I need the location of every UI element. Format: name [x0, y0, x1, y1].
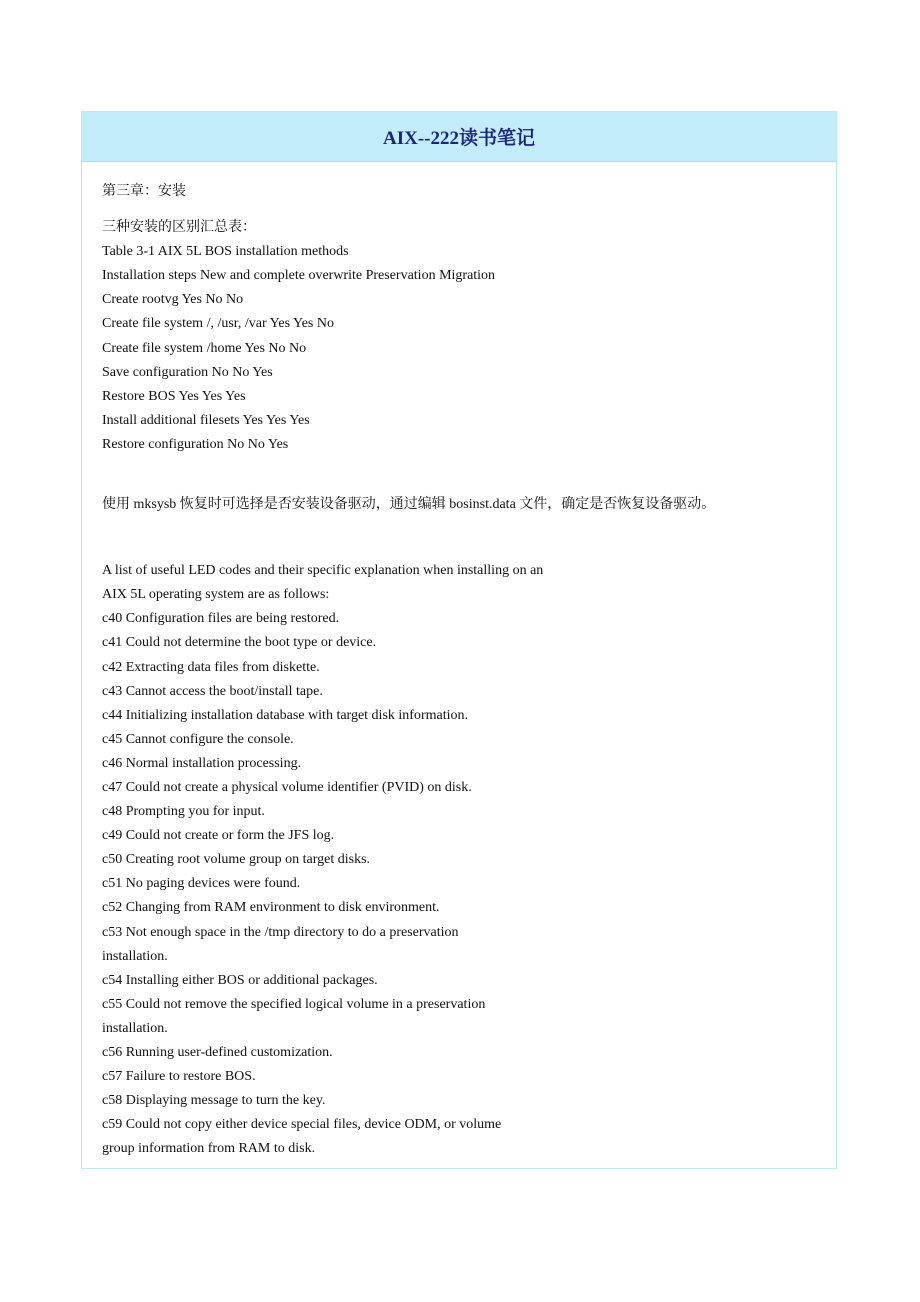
led-intro: [102, 559, 836, 607]
table-line: Installation steps New and complete overwrite Preservation Migration: [102, 268, 496, 284]
led-code-list: [102, 607, 836, 1161]
mksysb-note: 使用 mksysb 恢复时可选择是否安装设备驱动，通过编辑 bosinst.data 文件，确定是否恢复设备驱动。: [102, 497, 716, 513]
document-title: AIX--222读书笔记: [383, 128, 535, 149]
installation-table-text: [102, 240, 836, 457]
led-code-item: c44 Initializing installation database with target disk information.: [102, 707, 468, 723]
led-code-item: c46 Normal installation processing.: [102, 755, 302, 771]
table-line: Create file system /home Yes No No: [102, 340, 307, 356]
led-code-item: c51 No paging devices were found.: [102, 876, 301, 892]
led-code-item: c43 Cannot access the boot/install tape.: [102, 683, 323, 699]
table-line: Create file system /, /usr, /var Yes Yes No: [102, 316, 334, 332]
led-code-item: c47 Could not create a physical volume identifier (PVID) on disk.: [102, 779, 472, 795]
led-code-item: c57 Failure to restore BOS.: [102, 1069, 256, 1085]
led-code-item: c49 Could not create or form the JFS log.: [102, 828, 335, 844]
document-frame: [81, 111, 837, 1169]
led-intro-line: AIX 5L operating system are as follows:: [102, 587, 330, 603]
table-intro: 三种安装的区别汇总表：: [102, 220, 256, 236]
title-bar: [82, 112, 836, 162]
led-code-item: c54 Installing either BOS or additional packages.: [102, 972, 378, 988]
led-code-item: c40 Configuration files are being restored.: [102, 611, 340, 627]
led-code-item: c45 Cannot configure the console.: [102, 731, 294, 747]
led-code-item: c53 Not enough space in the /tmp directory to do a preservation: [102, 924, 459, 940]
led-code-item: c55 Could not remove the specified logical volume in a preservation: [102, 996, 486, 1012]
table-line: Table 3-1 AIX 5L BOS installation methods: [102, 244, 349, 260]
table-line: Create rootvg Yes No No: [102, 292, 244, 308]
led-code-item: installation.: [102, 948, 168, 964]
led-code-item: c50 Creating root volume group on target disks.: [102, 852, 371, 868]
led-code-item: c48 Prompting you for input.: [102, 804, 265, 820]
led-code-item: c59 Could not copy either device special files, device ODM, or volume: [102, 1117, 502, 1133]
table-line: Install additional filesets Yes Yes Yes: [102, 412, 310, 428]
led-code-item: c52 Changing from RAM environment to disk environment.: [102, 900, 440, 916]
led-code-item: c58 Displaying message to turn the key.: [102, 1093, 326, 1109]
led-code-item: c41 Could not determine the boot type or device.: [102, 635, 377, 651]
led-code-item: c56 Running user-defined customization.: [102, 1045, 333, 1060]
document-body: [82, 162, 836, 1161]
table-line: Save configuration No No Yes: [102, 364, 273, 380]
chapter-heading: 第三章：安装: [102, 184, 186, 199]
led-code-item: c42 Extracting data files from diskette.: [102, 659, 320, 675]
table-line: Restore BOS Yes Yes Yes: [102, 388, 246, 404]
table-line: Restore configuration No No Yes: [102, 436, 289, 452]
led-intro-line: A list of useful LED codes and their specific explanation when installing on an: [102, 563, 544, 579]
led-code-item: installation.: [102, 1020, 168, 1036]
led-code-item: group information from RAM to disk.: [102, 1141, 316, 1157]
